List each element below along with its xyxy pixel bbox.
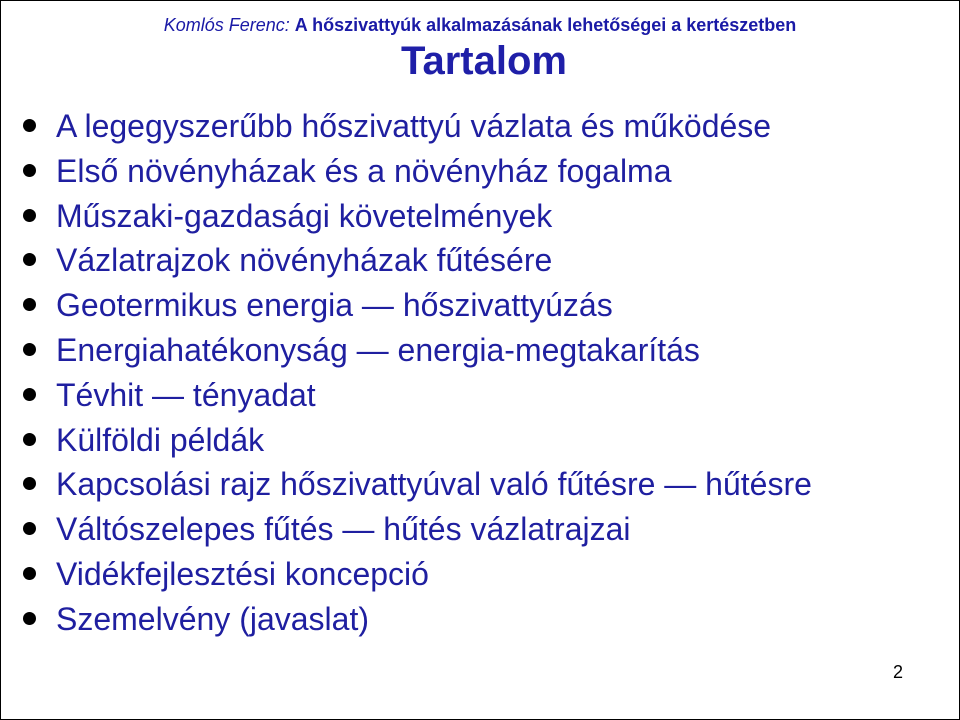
list-item <box>23 194 812 239</box>
running-header <box>1 15 959 36</box>
slide-title <box>1 39 959 84</box>
list-item <box>23 238 812 283</box>
list-item-text: Energiahatékonyság — energia-megtakarítás <box>56 331 700 368</box>
list-item-text: Vázlatrajzok növényházak fűtésére <box>56 242 553 279</box>
list-item <box>23 104 812 149</box>
header-author: Komlós Ferenc: <box>163 15 290 35</box>
bullet-icon <box>23 612 36 625</box>
bullet-icon <box>23 433 36 446</box>
list-item-text: Szemelvény (javaslat) <box>56 600 369 637</box>
bullet-icon <box>23 388 36 401</box>
header-title: A hőszivattyúk alkalmazásának lehetőségei a kertészetben <box>294 15 797 35</box>
list-item <box>23 597 812 642</box>
bullet-icon <box>23 343 36 356</box>
bullet-icon <box>23 567 36 580</box>
page-number: 2 <box>892 662 903 682</box>
list-item <box>23 418 812 463</box>
list-item-text: Váltószelepes fűtés — hűtés vázlatrajzai <box>56 511 631 548</box>
bullet-icon <box>23 253 36 266</box>
bullet-icon <box>23 522 36 535</box>
list-item <box>23 328 812 373</box>
bullet-icon <box>23 298 36 311</box>
list-item-text: Kapcsolási rajz hőszivattyúval való fűtésre — hűtésre <box>56 466 812 503</box>
bullet-icon <box>23 164 36 177</box>
bullet-icon <box>23 477 36 490</box>
list-item <box>23 373 812 418</box>
bullet-icon <box>23 209 36 222</box>
list-item-text: Első növényházak és a növényház fogalma <box>56 152 672 189</box>
list-item <box>23 283 812 328</box>
list-item <box>23 462 812 507</box>
list-item-text: Geotermikus energia — hőszivattyúzás <box>56 287 613 324</box>
list-item <box>23 507 812 552</box>
list-item-text: Külföldi példák <box>56 421 265 458</box>
list-item-text: A legegyszerűbb hőszivattyú vázlata és működése <box>56 108 772 144</box>
table-of-contents <box>23 104 812 642</box>
list-item-text: Műszaki-gazdasági követelmények <box>56 197 553 234</box>
list-item <box>23 149 812 194</box>
list-item-text: Vidékfejlesztési koncepció <box>56 555 429 592</box>
list-item-text: Tévhit — tényadat <box>56 376 316 413</box>
bullet-icon <box>23 119 36 132</box>
list-item <box>23 552 812 597</box>
slide-title-text: Tartalom <box>401 39 567 83</box>
